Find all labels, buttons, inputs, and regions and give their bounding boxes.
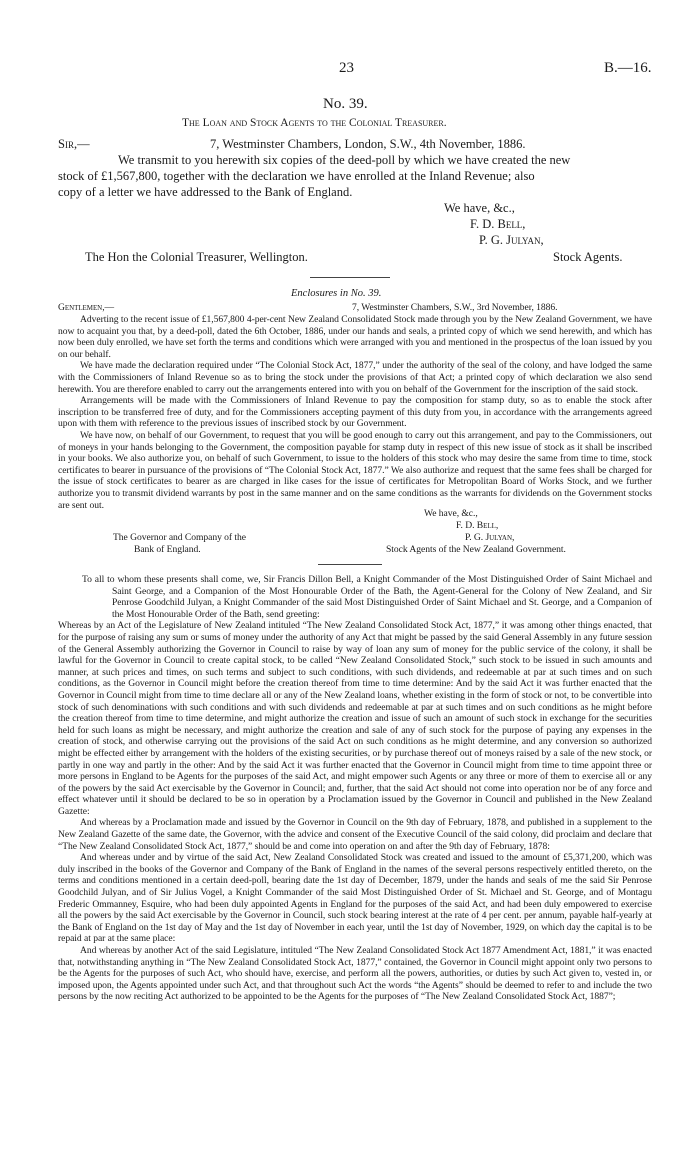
enclosure-closing: We have, &c., (424, 508, 478, 519)
deed-poll-body (58, 574, 652, 1003)
enclosure-signature-role: Stock Agents of the New Zealand Government. (386, 544, 566, 555)
letter-number: No. 39. (323, 96, 368, 112)
enclosure-signature-2: P. G. Julyan, (465, 532, 515, 543)
letter-signature-2: P. G. Julyan, (479, 233, 544, 247)
enclosure-signature-1: F. D. Bell, (456, 520, 499, 531)
page-number: 23 (339, 60, 354, 76)
document-reference: B.—16. (604, 60, 652, 76)
deed-whereas-paragraph: And whereas by a Proclamation made and issued by the Governor in Council on the 9th day of February, 1878, and published in a supplement to the New Zealand Gazette of the same date, the Governor, with the advice and consent of the Executive Council of the said colony, did proclaim and declare that “The New Zealand Consolidated Stock Act, 1877,” should be and come into operation on and after the 9th day of February, 1878: (58, 817, 652, 852)
letter-signature-1: F. D. Bell, (470, 217, 526, 231)
letter-body-line-2: stock of £1,567,800, together with the declaration we have enrolled at the Inland Revenue; also (58, 169, 535, 183)
deed-whereas-paragraph: And whereas under and by virtue of the said Act, New Zealand Consolidated Stock was created and issued to the amount of £5,371,200, which was duly inscribed in the books of the Governor and Company of the Bank of England in the names of the several persons respectively entitled thereto, on the terms and conditions mentioned in a certain deed-poll, bearing date the 1st day of December, 1879, under the hands and seals of me the said Sir Penrose Goodchild Julyan, and of Sir Julius Vogel, a Knight Commander of the said Most Distinguished Order of St. Michael and St. George, and of Montagu Frederic Ommanney, Esquire, who had been duly appointed Agents in England for the purposes of the said Act, and had been duly empowered to exercise all the powers by the said Act exercisable by the Governor in Council, such stock bearing interest at the rate of 4 per cent. per annum, payable half-yearly at the Bank of England on the 1st day of May and the 1st day of November in each year, until the 1st day of November, 1929, on which day the capital is to be repaid at par at the same place: (58, 852, 652, 945)
letter-signature-role: Stock Agents. (553, 250, 623, 264)
letter-recipient: The Hon the Colonial Treasurer, Wellington. (85, 250, 308, 264)
section-divider (318, 564, 382, 565)
letter-closing: We have, &c., (444, 201, 515, 215)
letter-address: 7, Westminster Chambers, London, S.W., 4th November, 1886. (210, 137, 526, 151)
enclosure-heading: Enclosures in No. 39. (291, 288, 382, 299)
letter-body-line-1: We transmit to you herewith six copies of the deed-poll by which we have created the new (118, 153, 571, 167)
enclosure-paragraph: Arrangements will be made with the Commissioners of Inland Revenue to pay the composition for stamp duty, so as to enable the stock after inscription to be transferred free of duty, and for the Commissioners accepting payment of this duty from you, in accordance with the arrangements agreed upon with them with reference to the previous issues of inscribed stock by our Government. (58, 395, 652, 430)
enclosure-paragraph: Adverting to the recent issue of £1,567,800 4-per-cent New Zealand Consolidated Stock made through you by the New Zealand Government, we have now to acquaint you that, by a deed-poll, dated the 6th October, 1886, under our hands and seals, a printed copy of which we send herewith, and which has now been duly enrolled, we have set forth the terms and conditions which were arranged with you and mentioned in the prospectus of the loan issued by you on our behalf. (58, 314, 652, 360)
enclosure-paragraph: We have made the declaration required under “The Colonial Stock Act, 1877,” under the authority of the seal of the colony, and have lodged the same with the Commissioners of Inland Revenue so as to bring the stock under the provisions of that Act; a printed copy of which declaration we also send herewith. You are therefore enabled to carry out the arrangements entered into with you on behalf of the Government for the inscription of the said stock. (58, 360, 652, 395)
deed-opening: To all to whom these presents shall come, we, Sir Francis Dillon Bell, a Knight Commander of the Most Distinguished Order of Saint Michael and Saint George, and a Companion of the Most Honourable Order of the Bath, the Agent-General for the Colony of New Zealand, and Sir Penrose Goodchild Julyan, a Knight Commander of the said Most Distinguished Order of Saint Michael and St. George, and a Companion of the Most Honourable Order of the Bath, send greeting: (82, 574, 652, 620)
letter-title: The Loan and Stock Agents to the Colonial Treasurer. (182, 117, 447, 129)
enclosure-address: 7, Westminster Chambers, S.W., 3rd November, 1886. (352, 302, 558, 313)
enclosure-paragraph: We have now, on behalf of our Government, to request that you will be good enough to carry out this arrangement, and pay to the Commissioners, out of moneys in your hands belonging to the Government, the composition payable for stamp duty in respect of this new issue of stock as it shall be inscribed in your books. We also authorize you, on behalf of such Government, to issue to the holders of this stock who may desire the same from time to time, stock certificates to bearer in pursuance of the provisions of “The Colonial Stock Act, 1877.” We also authorize and request that the same fees shall be charged for the issue of stock certificates to bearer as are charged in like cases for the issue of certificates for Metropolitan Board of Works Stock, and we further authorize you to transmit dividend warrants by post in the same manner and on the same conditions as the warrants for dividends on the Government stocks are sent out. (58, 429, 652, 511)
enclosure-recipient-2: Bank of England. (134, 544, 201, 555)
deed-whereas-paragraph: And whereas by another Act of the said Legislature, intituled “The New Zealand Consolidated Stock Act 1877 Amendment Act, 1881,” it was enacted that, notwithstanding anything in “The New Zealand Consolidated Stock Act, 1877,” contained, the Governor in Council might appoint only two persons to be the Agents for the purposes of such Act, who should have, exercise, and perform all the powers, authorities, or duties by such Act given to, vested in, or imposed upon, the Agents appointed under such Act, and that throughout such Act the words “the Agents” should be deemed to refer to and include the two persons by the now reciting Act authorized to be appointed to be the Agents for the purposes of “The New Zealand Consolidated Stock Act, 1887”; (58, 945, 652, 1003)
enclosure-salutation: Gentlemen,— (58, 302, 115, 313)
deed-whereas-paragraph: Whereas by an Act of the Legislature of New Zealand intituled “The New Zealand Consolidated Stock Act, 1877,” it was among other things enacted, that for the purpose of raising any sum or sums of money under the authority of any Act that might be passed by the said General Assembly in any future session of the General Assembly authorizing the Governor in Council to raise by way of loan any sum of money for the public service of the colony, it shall be lawful for the Governor in Council to create capital stock, to be called “New Zealand Consolidated Stock,” such stock to be issued in such amounts and manner, at such prices and times, on such terms and subject to such conditions, with such dividends, and redeemable at par at such times and on such conditions, as the Governor in Council might before the creation thereof from time to time determine: And by the said Act it was further enacted that the Governor in Council might from time to time declare all or any of the New Zealand loans, whether existing in the form of stock or not, to be convertible into stock of such denominations with such conditions and with such dividends and redeemable at par at such times and on such conditions as he might before the creation thereof from time to time determine, and might authorize the creation and issue of such an amount of such stock in exchange for the securities held for such loans as might be necessary, and might authorize the creation and sale of any of such stock for the purpose of paying any expenses in the creation of stock, and otherwise carrying out the provisions of the said Act on such conditions as he might determine, and any conversion so authorized might be effected either by arrangement with the holders of the existing securities, or by purchase thereof out of moneys raised by a sale of the new stock, or partly in one way and partly in the other: And by the said Act it was further enacted that the Governor in Council might from time to time appoint three or more persons in England to be Agents for the purposes of the said Act, and might empower such Agents or any three or more of them to exercise all or any of the powers by the said Act exercisable by the Governor in Council; and, further, that the said Act should not come into operation nor be of any force and effect whatever until it should be declared to be so in operation by a Proclamation issued by the Governor in Council and published in the New Zealand Gazette: (58, 620, 653, 817)
section-divider (310, 277, 390, 278)
enclosure-recipient-1: The Governor and Company of the (113, 532, 246, 543)
enclosure-body (58, 314, 652, 511)
letter-body-line-3: copy of a letter we have addressed to the Bank of England. (58, 185, 353, 199)
letter-salutation: Sir,— (58, 137, 90, 151)
